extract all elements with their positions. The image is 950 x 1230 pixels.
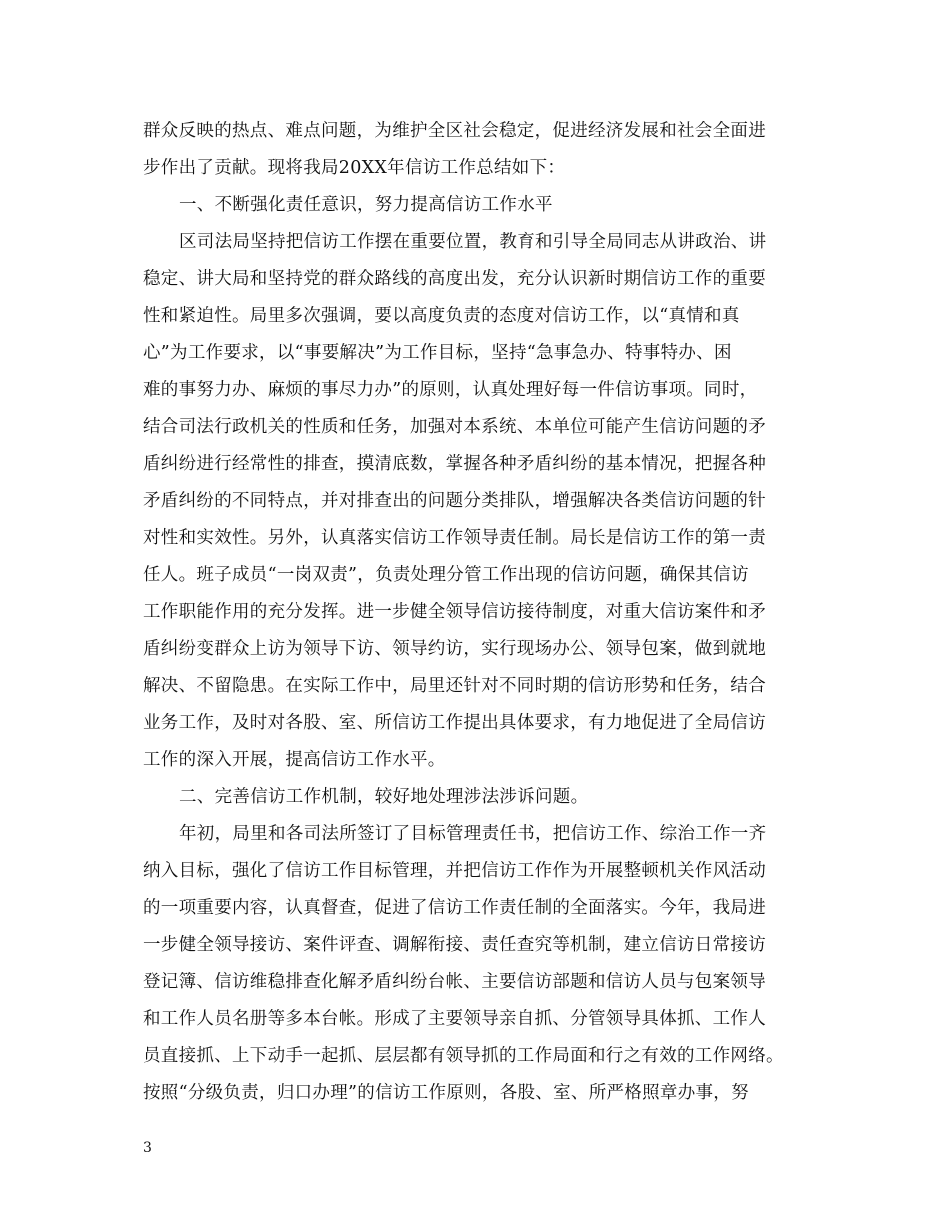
text-line: 盾纠纷变群众上访为领导下访、领导约访，实行现场办公、领导包案，做到就地 [143,639,766,659]
text-line: 区司法局坚持把信访工作摆在重要位置，教育和引导全局同志从讲政治、讲 [179,232,767,252]
page-number: 3 [143,1140,152,1156]
text-line: 员直接抓、上下动手一起抓、层层都有领导抓的工作局面和行之有效的工作网络。 [143,1046,784,1066]
text-line: 的一项重要内容，认真督查，促进了信访工作责任制的全面落实。今年，我局进 [143,898,766,918]
text-line: 和工作人员名册等多本台帐。形成了主要领导亲自抓、分管领导具体抓、工作人 [143,1009,766,1029]
text-line: 矛盾纠纷的不同特点，并对排查出的问题分类排队，增强解决各类信访问题的针 [143,491,766,511]
text-line: 结合司法行政机关的性质和任务，加强对本系统、本单位可能产生信访问题的矛 [143,417,766,437]
text-line: 性和紧迫性。局里多次强调，要以高度负责的态度对信访工作，以“真情和真 [143,306,740,326]
text-line: 工作的深入开展，提高信访工作水平。 [143,750,446,770]
text-line: 按照“分级负责，归口办理”的信访工作原则，各股、室、所严格照章办事，努 [143,1083,749,1103]
text-line: 群众反映的热点、难点问题，为维护全区社会稳定，促进经济发展和社会全面进 [143,121,766,141]
text-line: 解决、不留隐患。在实际工作中，局里还针对不同时期的信访形势和任务，结合 [143,676,766,696]
text-line: 工作职能作用的充分发挥。进一步健全领导信访接待制度，对重大信访案件和矛 [143,602,766,622]
section-heading: 一、不断强化责任意识，努力提高信访工作水平 [179,195,553,215]
text-line: 步作出了贡献。现将我局20XX年信访工作总结如下： [143,158,566,178]
text-line: 业务工作，及时对各股、室、所信访工作提出具体要求，有力地促进了全局信访 [143,713,766,733]
text-line: 难的事努力办、麻烦的事尽力办”的原则，认真处理好每一件信访事项。同时， [143,380,758,400]
text-line: 稳定、讲大局和坚持党的群众路线的高度出发，充分认识新时期信访工作的重要 [143,269,766,289]
section-heading: 二、完善信访工作机制，较好地处理涉法涉诉问题。 [179,787,589,807]
text-line: 盾纠纷进行经常性的排查，摸清底数，掌握各种矛盾纠纷的基本情况，把握各种 [143,454,766,474]
text-line: 一步健全领导接访、案件评查、调解衔接、责任查究等机制，建立信访日常接访 [143,935,766,955]
text-line: 登记簿、信访维稳排查化解矛盾纠纷台帐、主要信访部题和信访人员与包案领导 [143,972,766,992]
text-line: 心”为工作要求，以“事要解决”为工作目标，坚持“急事急办、特事特办、困 [143,343,732,363]
text-line: 对性和实效性。另外，认真落实信访工作领导责任制。局长是信访工作的第一责 [143,528,766,548]
text-line: 纳入目标，强化了信访工作目标管理，并把信访工作作为开展整顿机关作风活动 [143,861,766,881]
text-line: 年初，局里和各司法所签订了目标管理责任书，把信访工作、综治工作一齐 [179,824,767,844]
text-line: 任人。班子成员“一岗双责”，负责处理分管工作出现的信访问题，确保其信访 [143,565,749,585]
